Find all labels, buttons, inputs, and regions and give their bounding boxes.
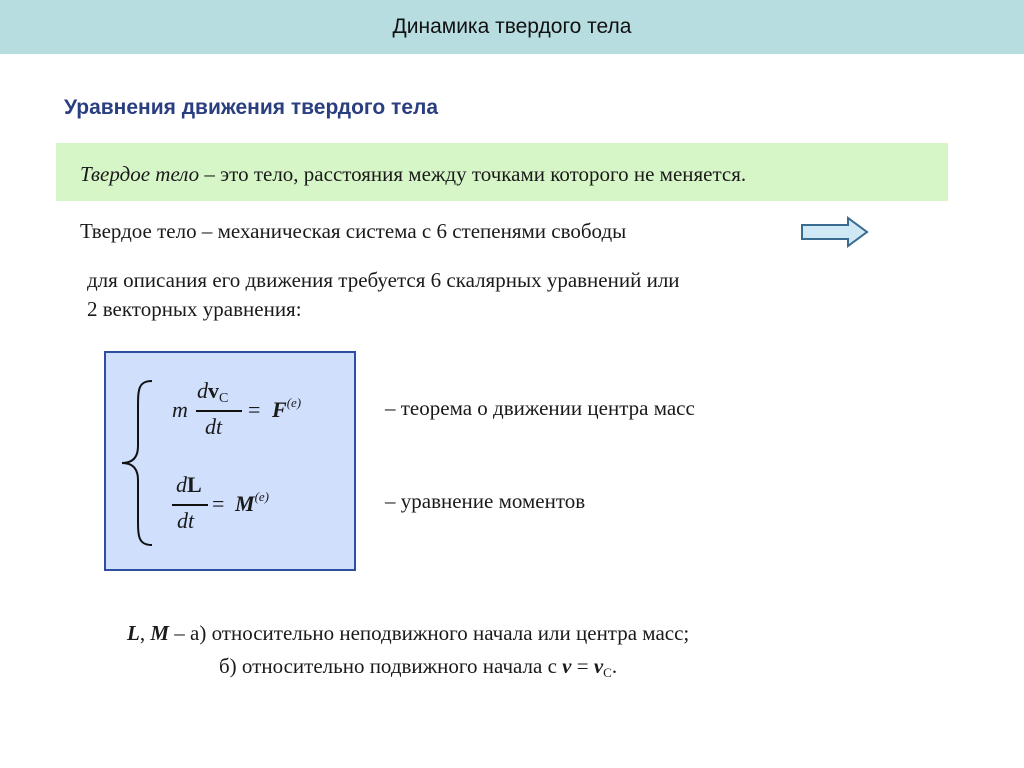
eq2-numerator: dL [176, 472, 202, 497]
eq2-equals: = [212, 491, 225, 516]
eq1-numerator: $dv_C$ [197, 378, 229, 406]
description-line-1: для описания его движения требуется 6 скалярных уравнений или [87, 268, 680, 292]
arrow-right-icon [800, 215, 870, 249]
eq2-moment: $M^{(e)}$ [235, 489, 269, 516]
header-title: Динамика твердого тела [392, 15, 632, 38]
eq2-denominator: dt [177, 508, 195, 533]
eq1-denominator: dt [205, 414, 223, 439]
eq1-fraction-line [196, 410, 242, 412]
eq1-equals: = [248, 397, 261, 422]
definition-term: Твердое тело [80, 162, 200, 186]
note-line-2: б) относительно подвижного начала с $v = v_C$. [219, 654, 618, 680]
section-title: Уравнения движения твердого тела [64, 96, 439, 119]
eq2-label: – уравнение моментов [385, 489, 586, 513]
system-line: Твердое тело – механическая система с 6 степенями свободы [80, 219, 627, 243]
eq1-mass: m [172, 397, 188, 422]
left-brace-icon [118, 378, 158, 548]
description-text [87, 266, 680, 324]
definition-rest: – это тело, расстояния между точками которого не меняется. [199, 162, 747, 186]
definition-text [80, 162, 746, 187]
note-line-1: L, M – а) относительно неподвижного начала или центра масс; [127, 621, 690, 645]
header-bar [0, 0, 1024, 54]
eq1-label: – теорема о движении центра масс [385, 396, 695, 420]
description-line-2: 2 векторных уравнения: [87, 297, 302, 321]
eq1-force: $F^{(e)}$ [272, 395, 302, 422]
eq2-fraction-line [172, 504, 208, 506]
